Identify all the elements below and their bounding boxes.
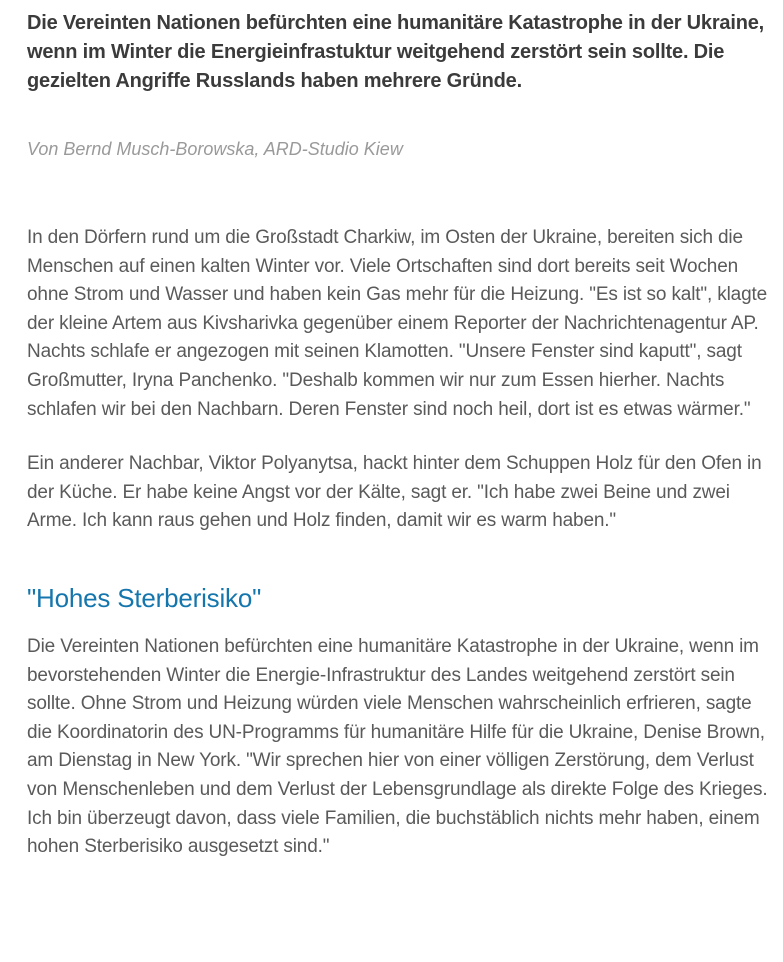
article-paragraph-un-warnung: Die Vereinten Nationen befürchten eine humanitäre Katastrophe in der Ukraine, wenn im bevorstehenden Winter die Energie-Infrastruktur des Landes weitgehend zerstört sein sollte. Ohne Strom und Heizung würden viele Menschen wahrscheinlich erfrieren, sagte die Koordinatorin des UN-Programms für humanitäre Hilfe für die Ukraine, Denise Brown, am Dienstag in New York. "Wir sprechen hier von einer völligen Zerstörung, dem Verlust von Menschenleben und dem Verlust der Lebensgrundlage als direkte Folge des Krieges. Ich bin überzeugt davon, dass viele Familien, die buchstäblich nichts mehr haben, einem hohen Sterberisiko ausgesetzt sind." [27, 635, 768, 858]
article-byline: Von Bernd Musch-Borowska, ARD-Studio Kiew [27, 139, 403, 159]
article-paragraph-nachbar: Ein anderer Nachbar, Viktor Polyanytsa, hackt hinter dem Schuppen Holz für den Ofen in der Küche. Er habe keine Angst vor der Kälte, sagt er. "Ich habe zwei Beine und zwei Arme. Ich kann raus gehen und Holz finden, damit wir es warm haben." [27, 453, 762, 532]
section-heading-sterberisiko: "Hohes Sterberisiko" [27, 582, 262, 613]
article-lead: Die Vereinten Nationen befürchten eine humanitäre Katastrophe in der Ukraine, wenn im Winter die Energieinfrastuktur weitgehend zerstört sein sollte. Die gezielten Angriffe Russlands haben mehrere Gründe. [27, 12, 765, 92]
article-paragraph-charkiw: In den Dörfern rund um die Großstadt Charkiw, im Osten der Ukraine, bereiten sich die Menschen auf einen kalten Winter vor. Viele Ortschaften sind dort bereits seit Wochen ohne Strom und Wasser und haben kein Gas mehr für die Heizung. "Es ist so kalt", klagte der kleine Artem aus Kivsharivka gegenüber einem Reporter der Nachrichtenagentur AP. Nachts schlafe er angezogen mit seinen Klamotten. "Unsere Fenster sind kaputt", sagt Großmutter, Iryna Panchenko. "Deshalb kommen wir nur zum Essen hierher. Nachts schlafen wir bei den Nachbarn. Deren Fenster sind noch heil, dort ist es etwas wärmer." [27, 227, 768, 420]
